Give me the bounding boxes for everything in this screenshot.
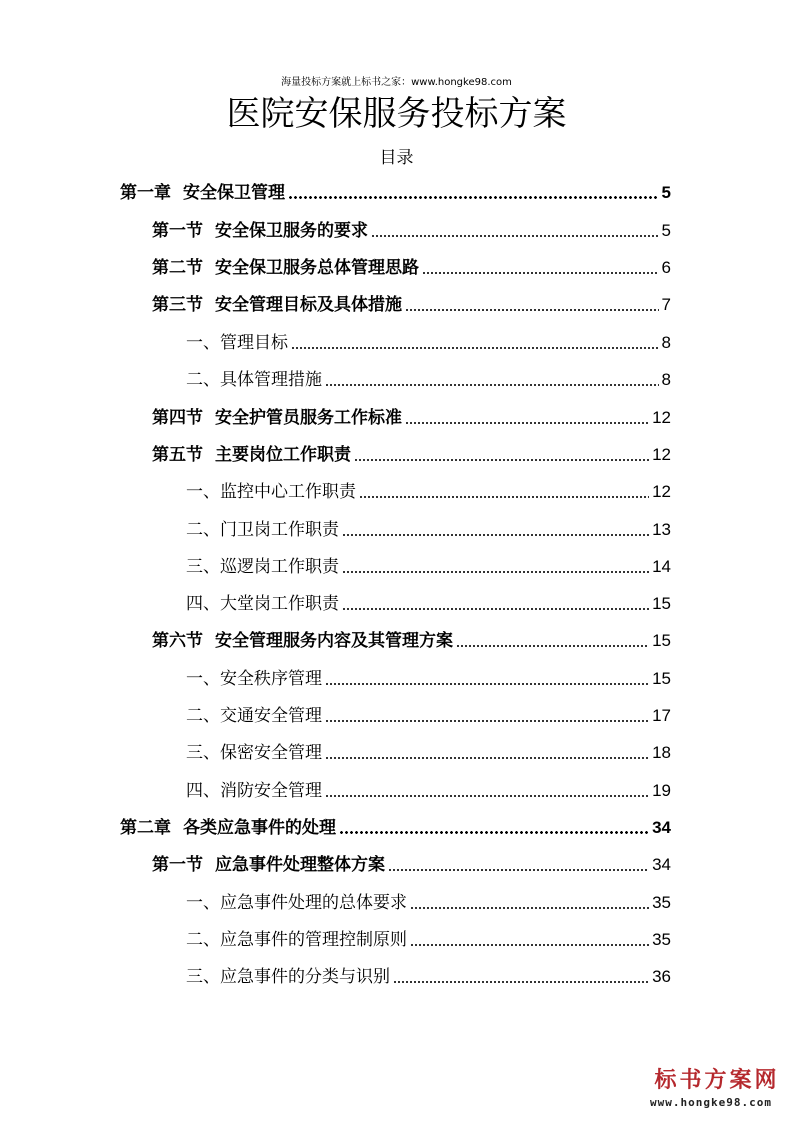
toc-leader-dots <box>325 683 649 685</box>
toc-page-number: 35 <box>652 930 671 949</box>
toc-page-number: 34 <box>652 818 671 837</box>
toc-leader-dots <box>371 235 659 237</box>
toc-page-number: 5 <box>661 183 671 202</box>
toc-page-number: 6 <box>661 258 671 277</box>
toc-entry-item[interactable] <box>186 890 671 914</box>
toc-leader-dots <box>325 384 659 386</box>
toc-title: 安全管理服务内容及其管理方案 <box>215 631 453 651</box>
toc-page-number: 36 <box>652 967 671 986</box>
toc-number: 一、 <box>186 482 220 502</box>
toc-entry-section[interactable] <box>152 852 671 876</box>
toc-title: 主要岗位工作职责 <box>215 445 351 465</box>
toc-leader-dots <box>288 196 659 199</box>
toc-entry-item[interactable] <box>186 740 671 764</box>
header-note: 海量投标方案就上标书之家：www.hongke98.com <box>281 77 512 88</box>
toc-title: 保密安全管理 <box>220 743 322 763</box>
toc-entry-item[interactable] <box>186 554 671 578</box>
toc-title: 门卫岗工作职责 <box>220 520 339 540</box>
toc-number: 第二节 <box>152 258 203 278</box>
toc-leader-dots <box>393 981 649 983</box>
toc-entry-item[interactable] <box>186 703 671 727</box>
toc-number: 三、 <box>186 743 220 763</box>
toc-entry-item[interactable] <box>186 927 671 951</box>
toc-number: 二、 <box>186 930 220 950</box>
toc-leader-dots <box>410 944 649 946</box>
toc-number: 二、 <box>186 370 220 390</box>
toc-leader-dots <box>342 608 649 610</box>
toc-title: 安全保卫服务总体管理思路 <box>215 258 419 278</box>
toc-leader-dots <box>410 907 649 909</box>
toc-title: 安全护管员服务工作标准 <box>215 408 402 428</box>
toc-page-number: 15 <box>652 669 671 688</box>
toc-number: 一、 <box>186 669 220 689</box>
toc-title: 应急事件处理的总体要求 <box>220 893 407 913</box>
toc-number: 第一章 <box>120 183 171 203</box>
toc-page-number: 12 <box>652 408 671 427</box>
toc-number: 二、 <box>186 520 220 540</box>
toc-page-number: 18 <box>652 743 671 762</box>
toc-title: 安全管理目标及具体措施 <box>215 295 402 315</box>
document-title: 医院安保服务投标方案 <box>226 94 567 134</box>
toc-entry-section[interactable] <box>152 628 671 652</box>
toc-title: 交通安全管理 <box>220 706 322 726</box>
toc-title: 应急事件处理整体方案 <box>215 855 385 875</box>
toc-leader-dots <box>354 459 649 461</box>
toc-number: 第一节 <box>152 221 203 241</box>
toc-title: 安全保卫服务的要求 <box>215 221 368 241</box>
toc-title: 应急事件的管理控制原则 <box>220 930 407 950</box>
toc-leader-dots <box>405 309 659 311</box>
toc-entry-section[interactable] <box>152 442 671 466</box>
toc-number: 第六节 <box>152 631 203 651</box>
toc-heading: 目录 <box>379 148 414 168</box>
toc-page-number: 12 <box>652 482 671 501</box>
toc-page-number: 8 <box>661 370 671 389</box>
toc-page-number: 19 <box>652 781 671 800</box>
watermark-title: 标书方案网 <box>654 1068 780 1093</box>
toc-entry-item[interactable] <box>186 964 671 988</box>
toc-title: 大堂岗工作职责 <box>220 594 339 614</box>
toc-leader-dots <box>291 347 659 349</box>
toc-number: 第五节 <box>152 445 203 465</box>
toc-entry-item[interactable] <box>186 517 671 541</box>
toc-entry-section[interactable] <box>152 218 671 242</box>
toc-number: 一、 <box>186 893 220 913</box>
toc-leader-dots <box>325 720 649 722</box>
toc-leader-dots <box>405 422 649 424</box>
toc-title: 各类应急事件的处理 <box>183 818 336 838</box>
toc-entry-section[interactable] <box>152 292 671 316</box>
toc-title: 管理目标 <box>220 333 288 353</box>
toc-page-number: 8 <box>661 333 671 352</box>
toc-entry-item[interactable] <box>186 367 671 391</box>
toc-title: 安全保卫管理 <box>183 183 285 203</box>
toc-number: 第三节 <box>152 295 203 315</box>
toc-leader-dots <box>325 795 649 797</box>
toc-page-number: 13 <box>652 520 671 539</box>
toc-number: 一、 <box>186 333 220 353</box>
toc-title: 消防安全管理 <box>220 781 322 801</box>
toc-leader-dots <box>456 645 649 647</box>
toc-page-number: 17 <box>652 706 671 725</box>
toc-leader-dots <box>388 869 649 871</box>
toc-page-number: 15 <box>652 594 671 613</box>
toc-page-number: 34 <box>652 855 671 874</box>
toc-page-number: 7 <box>661 295 671 314</box>
toc-number: 三、 <box>186 557 220 577</box>
toc-title: 巡逻岗工作职责 <box>220 557 339 577</box>
toc-page-number: 35 <box>652 893 671 912</box>
toc-page-number: 5 <box>661 221 671 240</box>
toc-entry-chapter[interactable] <box>120 815 671 839</box>
toc-number: 四、 <box>186 781 220 801</box>
toc-title: 监控中心工作职责 <box>220 482 356 502</box>
toc-entry-chapter[interactable] <box>120 180 671 204</box>
toc-page-number: 15 <box>652 631 671 650</box>
toc-title: 应急事件的分类与识别 <box>220 967 390 987</box>
toc-entry-section[interactable] <box>152 255 671 279</box>
toc-title: 安全秩序管理 <box>220 669 322 689</box>
toc-leader-dots <box>422 272 659 274</box>
toc-entry-item[interactable] <box>186 591 671 615</box>
toc-leader-dots <box>342 534 649 536</box>
toc-entry-item[interactable] <box>186 479 671 503</box>
toc-number: 第一节 <box>152 855 203 875</box>
toc-title: 具体管理措施 <box>220 370 322 390</box>
toc-leader-dots <box>325 757 649 759</box>
toc-page-number: 14 <box>652 557 671 576</box>
toc-number: 二、 <box>186 706 220 726</box>
toc-entry-item[interactable] <box>186 330 671 354</box>
toc-leader-dots <box>342 571 649 573</box>
toc-leader-dots <box>359 496 649 498</box>
toc-number: 第四节 <box>152 408 203 428</box>
toc-number: 三、 <box>186 967 220 987</box>
toc-entry-section[interactable] <box>152 405 671 429</box>
toc-entry-item[interactable] <box>186 666 671 690</box>
watermark-logo <box>636 1068 786 1116</box>
toc-page-number: 12 <box>652 445 671 464</box>
watermark-url: www.hongke98.com <box>650 1096 772 1109</box>
toc-number: 第二章 <box>120 818 171 838</box>
toc-number: 四、 <box>186 594 220 614</box>
toc-leader-dots <box>339 831 649 834</box>
toc-entry-item[interactable] <box>186 778 671 802</box>
